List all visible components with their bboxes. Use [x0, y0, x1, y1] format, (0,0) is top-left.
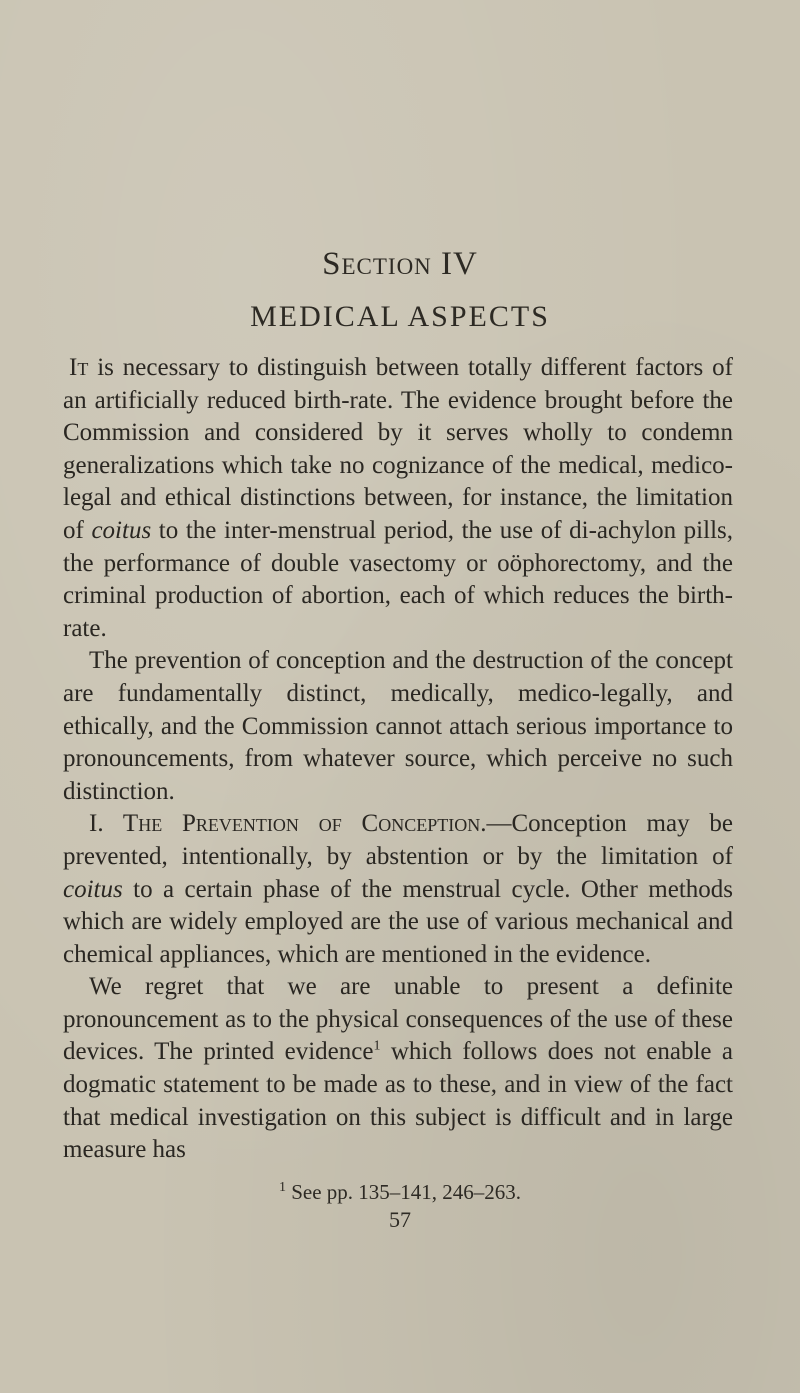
paragraph-3-text-b: to a certain phase of the menstrual cycle. Other methods which are widely employed are the use of various mechanical and chemical appliances, which are mentioned in the evidence. [63, 875, 733, 968]
paragraph-1-italic: coitus [91, 516, 152, 544]
paragraph-3-italic: coitus [63, 875, 123, 903]
subsection-heading: I. The Prevention of Conception. [89, 810, 487, 838]
footnote-marker: 1 [278, 1180, 286, 1195]
paragraph-2: The prevention of conception and the destruction of the concept are fundamentally distinct, medically, medico-legally, and ethically, and the Commission cannot attach serious importance to pronouncements, from whatever source, which perceive no such distinction. [63, 647, 733, 805]
footnote-reference: 1 [373, 1039, 381, 1055]
paragraph-1-text-b: to the inter-menstrual period, the use of di-achylon pills, the performance of double vasectomy or oöphorectomy, and the criminal production of abortion, each of which reduces the birth-rate. [63, 516, 733, 642]
section-heading: Section IV [322, 246, 478, 282]
paragraph-1 [63, 352, 733, 645]
body-text [63, 352, 733, 1167]
paragraph-4-text-b: which follows does not enable a dogmatic statement to be made as to these, and in view of the fact that medical investigation on this subject is difficult and in large measure has [63, 1038, 733, 1164]
paragraph-4 [63, 971, 733, 1167]
footnote [0, 1180, 800, 1205]
paragraph-3-text-a: —Conception may be prevented, intentionally, by abstention or by the limitation of [63, 810, 733, 870]
paragraph-3 [63, 808, 733, 971]
page-title: MEDICAL ASPECTS [250, 300, 550, 333]
footnote-text: See pp. 135–141, 246–263. [285, 1180, 522, 1204]
page-number: 57 [389, 1207, 411, 1232]
paragraph-4-text-a: We regret that we are unable to present a definite pronouncement as to the physical consequences of the use of these devices. The printed evidence [63, 973, 733, 1066]
paragraph-1-text-a: is necessary to distinguish between totally different factors of an artificially reduced birth-rate. The evidence brought before the Commission and considered by it serves wholly to condemn generalizations which take no cognizance of the medical, medico-legal and ethical distinctions between, for instance, the limitation of [63, 354, 733, 544]
drop-lead-word: It [69, 354, 89, 381]
